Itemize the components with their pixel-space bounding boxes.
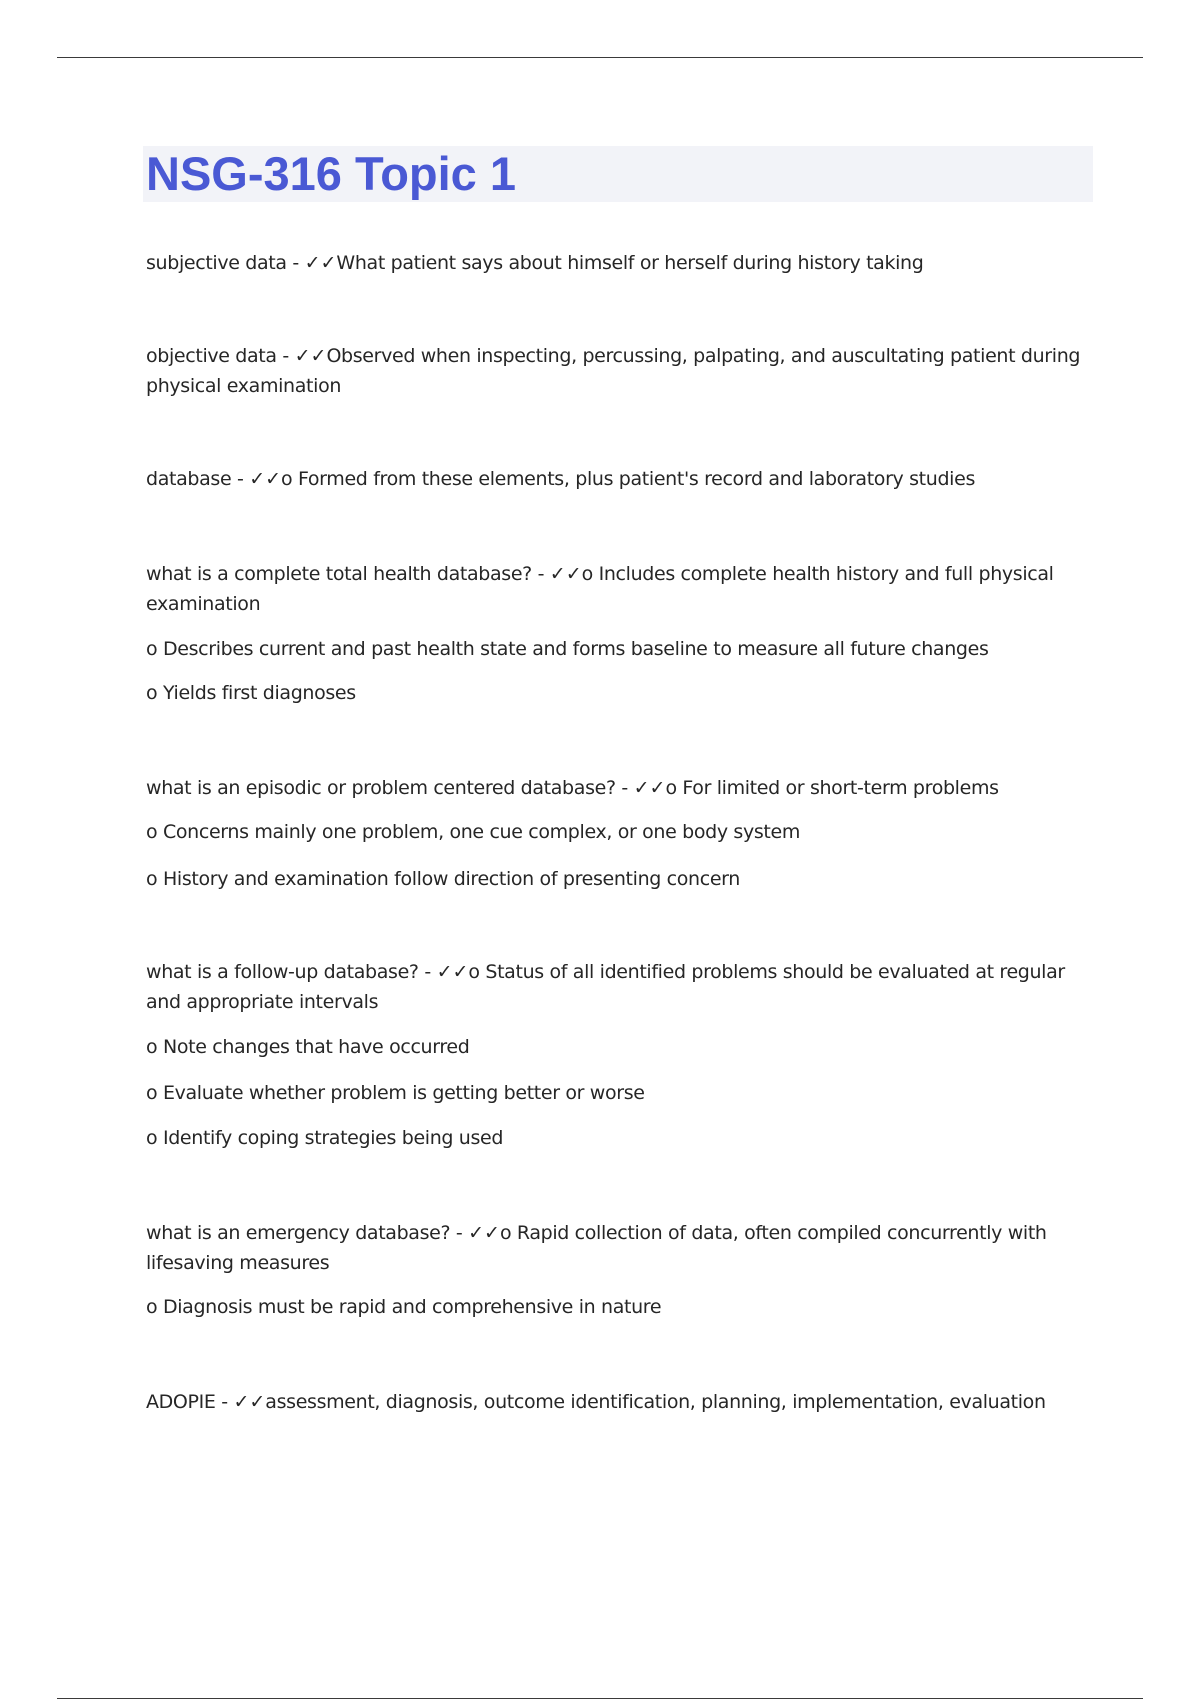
flashcard-definition: o Status of all identified problems should be evaluated at regular and appropriate intervals [146, 961, 1065, 1013]
separator: - [615, 777, 634, 799]
double-check-icon: ✓✓ [633, 777, 666, 799]
flashcard-definition: Observed when inspecting, percussing, palpating, and auscultating patient during physical examination [146, 345, 1081, 397]
double-check-icon: ✓✓ [233, 1391, 266, 1413]
flashcard-definition: o Includes complete health history and full physical examination [146, 563, 1054, 615]
double-check-icon: ✓✓ [249, 468, 282, 490]
double-check-icon: ✓✓ [468, 1222, 500, 1244]
flashcard-definition: o Rapid collection of data, often compiled concurrently with lifesaving measures [146, 1222, 1047, 1274]
double-check-icon: ✓✓ [436, 961, 469, 983]
flashcard-term: what is an emergency database? [146, 1222, 451, 1244]
flashcard-term-line [146, 1387, 1096, 1417]
flashcard-term-line [146, 341, 1096, 401]
flashcard-term: ADOPIE [146, 1391, 216, 1413]
flashcard-term: database [146, 468, 232, 490]
flashcard-detail: o Identify coping strategies being used [146, 1127, 504, 1149]
separator: - [286, 252, 305, 274]
flashcard-detail: o Concerns mainly one problem, one cue complex, or one body system [146, 821, 801, 843]
footer-rule [57, 1698, 1143, 1699]
separator: - [418, 961, 437, 983]
flashcard-detail: o Evaluate whether problem is getting better or worse [146, 1082, 645, 1104]
flashcard-detail: o Note changes that have occurred [146, 1036, 470, 1058]
double-check-icon: ✓✓ [294, 345, 327, 367]
double-check-icon: ✓✓ [549, 563, 582, 585]
separator: - [450, 1222, 469, 1244]
separator: - [276, 345, 295, 367]
flashcard-term-line [146, 957, 1096, 1017]
separator: - [231, 468, 250, 490]
double-check-icon: ✓✓ [304, 252, 337, 274]
flashcard-term: subjective data [146, 252, 287, 274]
flashcard-definition: o Formed from these elements, plus patient's record and laboratory studies [281, 468, 975, 490]
flashcard-term-line [146, 464, 1096, 494]
separator: - [215, 1391, 234, 1413]
flashcard-definition: assessment, diagnosis, outcome identification, planning, implementation, evaluation [265, 1391, 1046, 1413]
flashcard-term-line [146, 1218, 1096, 1278]
flashcard-definition: What patient says about himself or herself during history taking [336, 252, 924, 274]
flashcard-term: objective data [146, 345, 277, 367]
flashcard-term-line [146, 773, 1096, 803]
flashcard-term-line [146, 559, 1096, 619]
flashcard-detail: o History and examination follow direction of presenting concern [146, 868, 740, 890]
flashcard-term-line [146, 248, 1096, 278]
flashcard-term: what is a follow-up database? [146, 961, 419, 983]
page-title: NSG-316 Topic 1 [146, 147, 517, 200]
flashcard-detail: o Diagnosis must be rapid and comprehensive in nature [146, 1296, 662, 1318]
flashcard-detail: o Describes current and past health state and forms baseline to measure all future changes [146, 638, 989, 660]
separator: - [531, 563, 550, 585]
header-rule [57, 57, 1143, 58]
flashcard-term: what is an episodic or problem centered database? [146, 777, 616, 799]
flashcard-definition: o For limited or short-term problems [665, 777, 999, 799]
flashcard-detail: o Yields first diagnoses [146, 682, 356, 704]
flashcard-term: what is a complete total health database? [146, 563, 532, 585]
